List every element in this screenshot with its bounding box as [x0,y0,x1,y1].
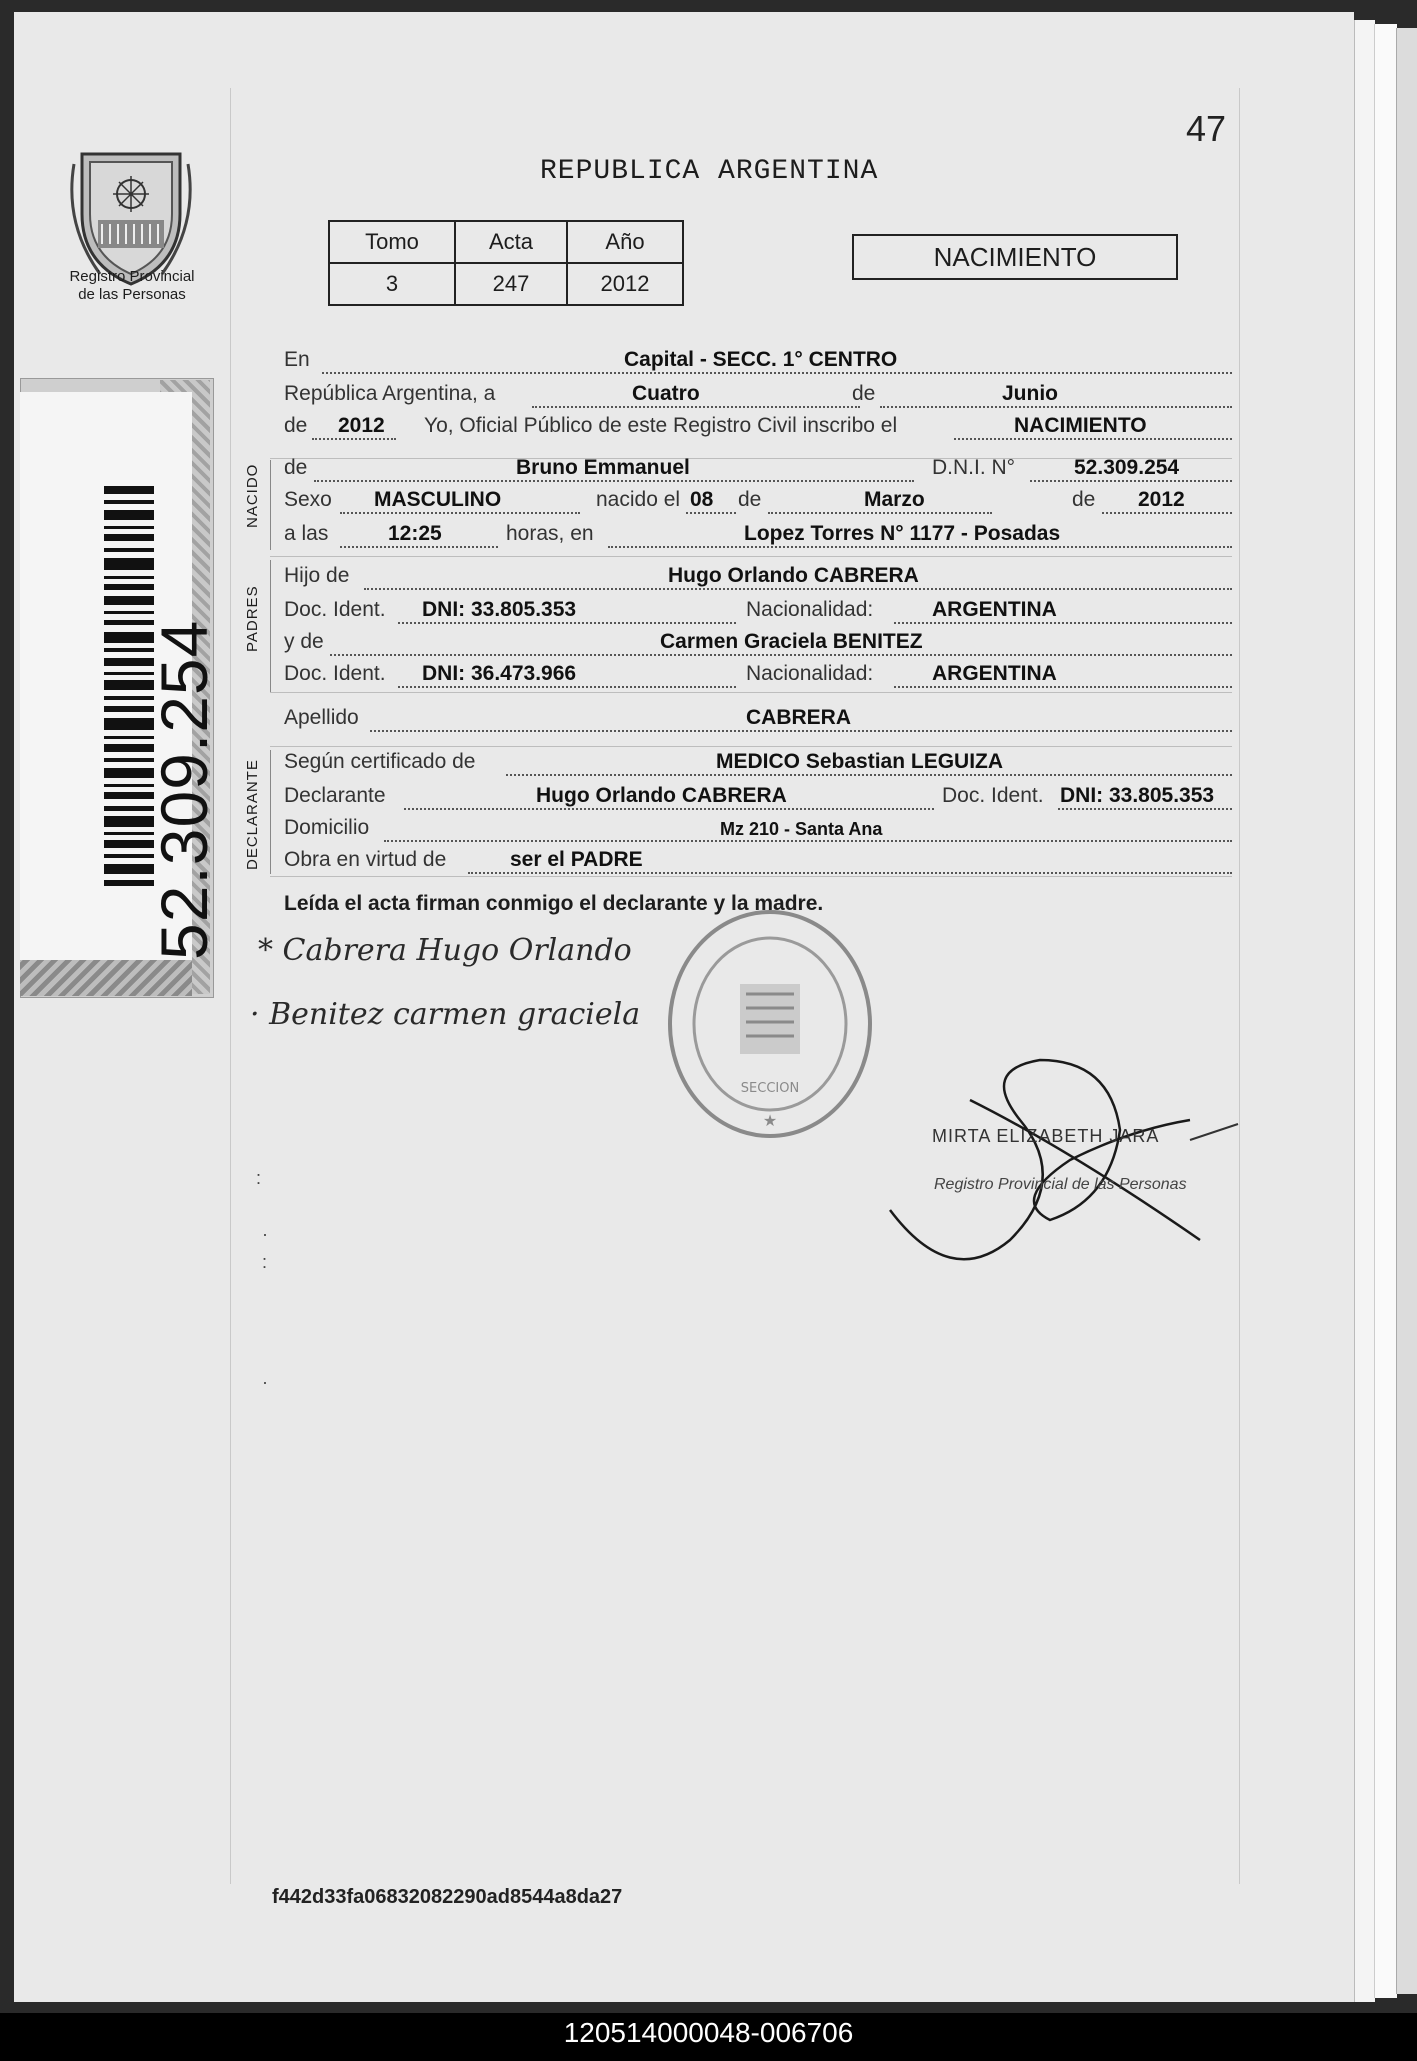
field-value-hora: 12:25 [388,522,442,545]
dotted-line [1102,512,1232,514]
field-label-a-las: a las [284,522,329,545]
official-name: MIRTA ELIZABETH JARA [932,1126,1160,1146]
dotted-line [398,686,736,688]
dotted-line [894,686,1232,688]
dotted-line [312,438,396,440]
field-value-padre: Hugo Orlando CABRERA [668,564,919,587]
field-value-obra: ser el PADRE [510,848,643,871]
field-value-mes: Junio [1002,382,1058,405]
form-row-padre [284,562,1232,592]
record-type-box: NACIMIENTO [852,234,1178,280]
form-row-hora-lugar [284,520,1232,550]
field-value-declarante-doc: DNI: 33.805.353 [1060,784,1215,807]
registry-table [328,220,684,306]
svg-text:· Benitez carmen graciela: · Benitez carmen graciela [250,997,641,1032]
table-value-anio: 2012 [567,263,683,305]
form-row-nombre [284,454,1232,484]
dotted-line [1058,808,1232,810]
form-row-en [284,346,1232,376]
dotted-line [330,654,1232,656]
field-value-nac-anio: 2012 [1138,488,1185,511]
margin-mark: · [262,1372,268,1392]
dotted-line [384,840,1232,842]
form-row-certificado [284,748,1232,778]
dotted-line [608,546,1232,548]
field-value-nac-mes: Marzo [864,488,925,511]
dotted-line [404,808,934,810]
field-value-nombre: Bruno Emmanuel [516,456,690,479]
row-separator [270,692,1232,693]
field-label-padre-nacionalidad: Nacionalidad: [746,598,874,621]
field-value-madre-doc: DNI: 36.473.966 [422,662,577,685]
field-value-dia: Cuatro [632,382,700,405]
form-row-padre-doc [284,596,1232,626]
document-title: REPUBLICA ARGENTINA [540,156,879,187]
official-seal-icon [660,904,880,1144]
table-value-tomo: 3 [329,263,455,305]
footer-id: 120514000048-006706 [563,2017,854,2048]
section-divider-padres [270,560,271,692]
label-dni-vertical: 52.309.254 [147,619,221,960]
page-edge [1354,20,1375,2002]
margin-mark: : [262,1252,268,1272]
svg-text:* Cabrera Hugo Orlando: * Cabrera Hugo Orlando [258,933,632,968]
dotted-line [340,512,580,514]
field-label-nac-de: de [738,488,762,511]
form-row-domicilio [284,814,1232,844]
table-header-acta: Acta [455,221,567,263]
dotted-line [370,730,1232,732]
form-row-fecha-inscripcion [284,380,1232,410]
field-value-apellido: CABRERA [746,706,851,729]
page-edge [1374,24,1397,1998]
field-label-madre-nacionalidad: Nacionalidad: [746,662,874,685]
svg-text:★: ★ [762,1111,778,1130]
field-label-declarante: Declarante [284,784,386,807]
field-label-madre-doc: Doc. Ident. [284,662,386,685]
dotted-line [340,546,498,548]
field-label-obra: Obra en virtud de [284,848,447,871]
form-row-inscribo [284,412,1232,442]
form-row-declarante [284,782,1232,812]
field-value-anio: 2012 [338,414,385,437]
field-label-y-de: y de [284,630,324,653]
field-value-madre: Carmen Graciela BENITEZ [660,630,923,653]
field-label-nacido-el: nacido el [596,488,681,511]
row-separator [270,746,1232,747]
field-value-declarante: Hugo Orlando CABRERA [536,784,787,807]
field-label-republica: República Argentina, a [284,382,496,405]
form-row-madre-doc [284,660,1232,690]
field-label-domicilio: Domicilio [284,816,370,839]
dotted-line [314,480,914,482]
official-department: Registro Provincial de las Personas [934,1176,1187,1193]
field-value-certificado: MEDICO Sebastian LEGUIZA [716,750,1004,773]
table-value-acta: 247 [455,263,567,305]
field-label-padre-doc: Doc. Ident. [284,598,386,621]
form-row-obra [284,846,1232,876]
field-label-de: de [852,382,876,405]
section-divider-declarante [270,750,271,874]
field-label-sexo: Sexo [284,488,332,511]
form-row-madre [284,628,1232,658]
page-edge [1396,28,1417,1994]
side-label-declarante: DECLARANTE [244,759,261,870]
field-value-dni: 52.309.254 [1074,456,1180,479]
field-label-dni: D.N.I. N° [932,456,1016,479]
closing-statement: Leída el acta firman conmigo el declarante y la madre. [284,892,824,915]
section-divider-nacido [270,460,271,550]
svg-text:SECCION: SECCION [740,1081,800,1096]
side-label-nacido: NACIDO [244,463,261,528]
side-label-padres: PADRES [244,585,261,652]
margin-mark: · [262,1224,268,1244]
dotted-line [686,512,736,514]
field-label-de-anio: de [284,414,308,437]
field-value-lugar: Lopez Torres N° 1177 - Posadas [744,522,1061,545]
dotted-line [954,438,1232,440]
dotted-line [880,406,1232,408]
crest-caption [52,268,212,304]
dotted-line [364,588,1232,590]
dotted-line [894,622,1232,624]
dotted-line [398,622,736,624]
field-label-apellido: Apellido [284,706,359,729]
field-value-inscribo: NACIMIENTO [1014,414,1147,437]
dotted-line [532,406,860,408]
table-header-anio: Año [567,221,683,263]
dotted-line [506,774,1232,776]
signature-declarante [258,920,678,980]
dotted-line [322,372,1232,374]
table-header-tomo: Tomo [329,221,455,263]
row-separator [270,556,1232,557]
field-label-nombre: de [284,456,308,479]
field-label-en: En [284,348,310,371]
field-value-domicilio: Mz 210 - Santa Ana [720,819,883,839]
page-number: 47 [1186,108,1227,149]
crest-caption-line2: de las Personas [78,286,186,303]
signature-madre [250,986,730,1056]
field-label-certificado: Según certificado de [284,750,476,773]
field-value-padre-nacionalidad: ARGENTINA [932,598,1057,621]
dotted-line [1030,480,1232,482]
label-bottom-strip [20,960,192,996]
signature-oficial [870,1040,1250,1280]
field-value-sexo: MASCULINO [374,488,502,511]
field-label-nac-de2: de [1072,488,1096,511]
field-label-horas-en: horas, en [506,522,594,545]
margin-mark: : [256,1168,262,1188]
dotted-line [768,512,992,514]
field-value-padre-doc: DNI: 33.805.353 [422,598,577,621]
field-value-madre-nacionalidad: ARGENTINA [932,662,1057,685]
dotted-line [468,872,1232,874]
document-hash: f442d33fa06832082290ad8544a8da27 [272,1886,623,1908]
row-separator [270,876,1232,877]
inscribo-text: Yo, Oficial Público de este Registro Civil inscribo el [424,414,898,437]
field-value-nac-dia: 08 [690,488,714,511]
crest-caption-line1: Registro Provincial [69,268,195,285]
field-value-en: Capital - SECC. 1° CENTRO [624,348,898,371]
field-label-hijo-de: Hijo de [284,564,350,587]
form-row-sexo [284,486,1232,516]
field-label-declarante-doc: Doc. Ident. [942,784,1044,807]
form-row-apellido [284,704,1232,734]
